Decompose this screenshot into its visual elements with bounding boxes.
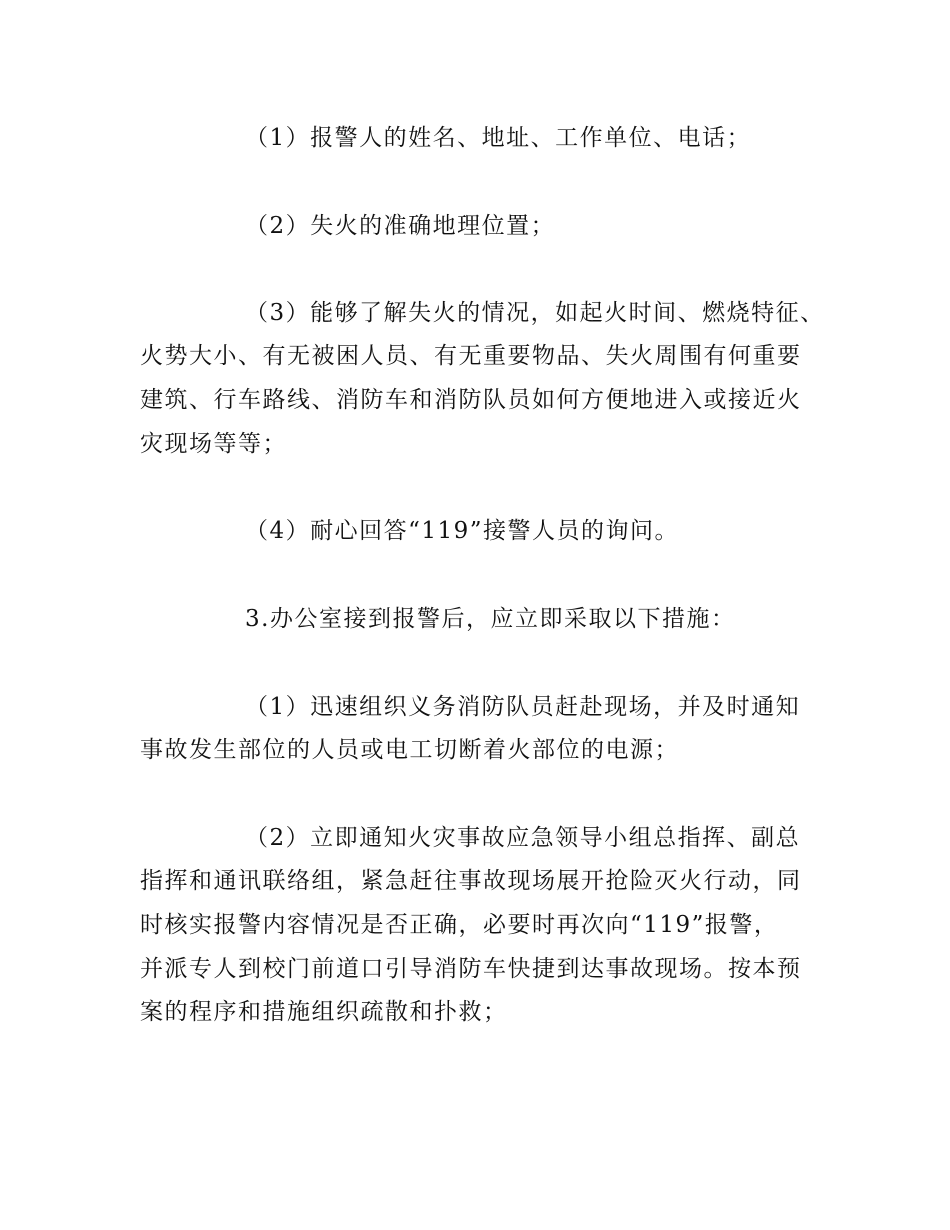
paragraph-4-line-1: （4）耐心回答“119”接警人员的询问。 [245,518,680,544]
paragraph-1-line-1: （1）报警人的姓名、地址、工作单位、电话； [245,125,752,151]
paragraph-3-line-2: 火势大小、有无被困人员、有无重要物品、失火周围有何重要 [140,343,802,369]
paragraph-7-line-5: 案的程序和措施组织疏散和扑救； [140,999,508,1025]
paragraph-7-line-4: 并派专人到校门前道口引导消防车快捷到达事故现场。按本预 [140,956,802,982]
paragraph-6-line-1: （1）迅速组织义务消防队员赶赴现场，并及时通知 [245,694,801,720]
paragraph-7-line-2: 指挥和通讯联络组，紧急赶往事故现场展开抢险灭火行动，同 [140,868,802,894]
paragraph-3-line-4: 灾现场等等； [140,431,287,457]
paragraph-7-line-1: （2）立即通知火灾事故应急领导小组总指挥、副总 [245,825,801,851]
paragraph-3-line-1: （3）能够了解失火的情况，如起火时间、燃烧特征、 [245,300,825,326]
paragraph-7-line-3: 时核实报警内容情况是否正确，必要时再次向“119”报警， [140,912,779,938]
section-heading-3: 3.办公室接到报警后，应立即采取以下措施： [245,606,736,632]
paragraph-3-line-3: 建筑、行车路线、消防车和消防队员如何方便地进入或接近火 [140,387,802,413]
paragraph-6-line-2: 事故发生部位的人员或电工切断着火部位的电源； [140,737,679,763]
paragraph-2-line-1: （2）失火的准确地理位置； [245,213,556,239]
